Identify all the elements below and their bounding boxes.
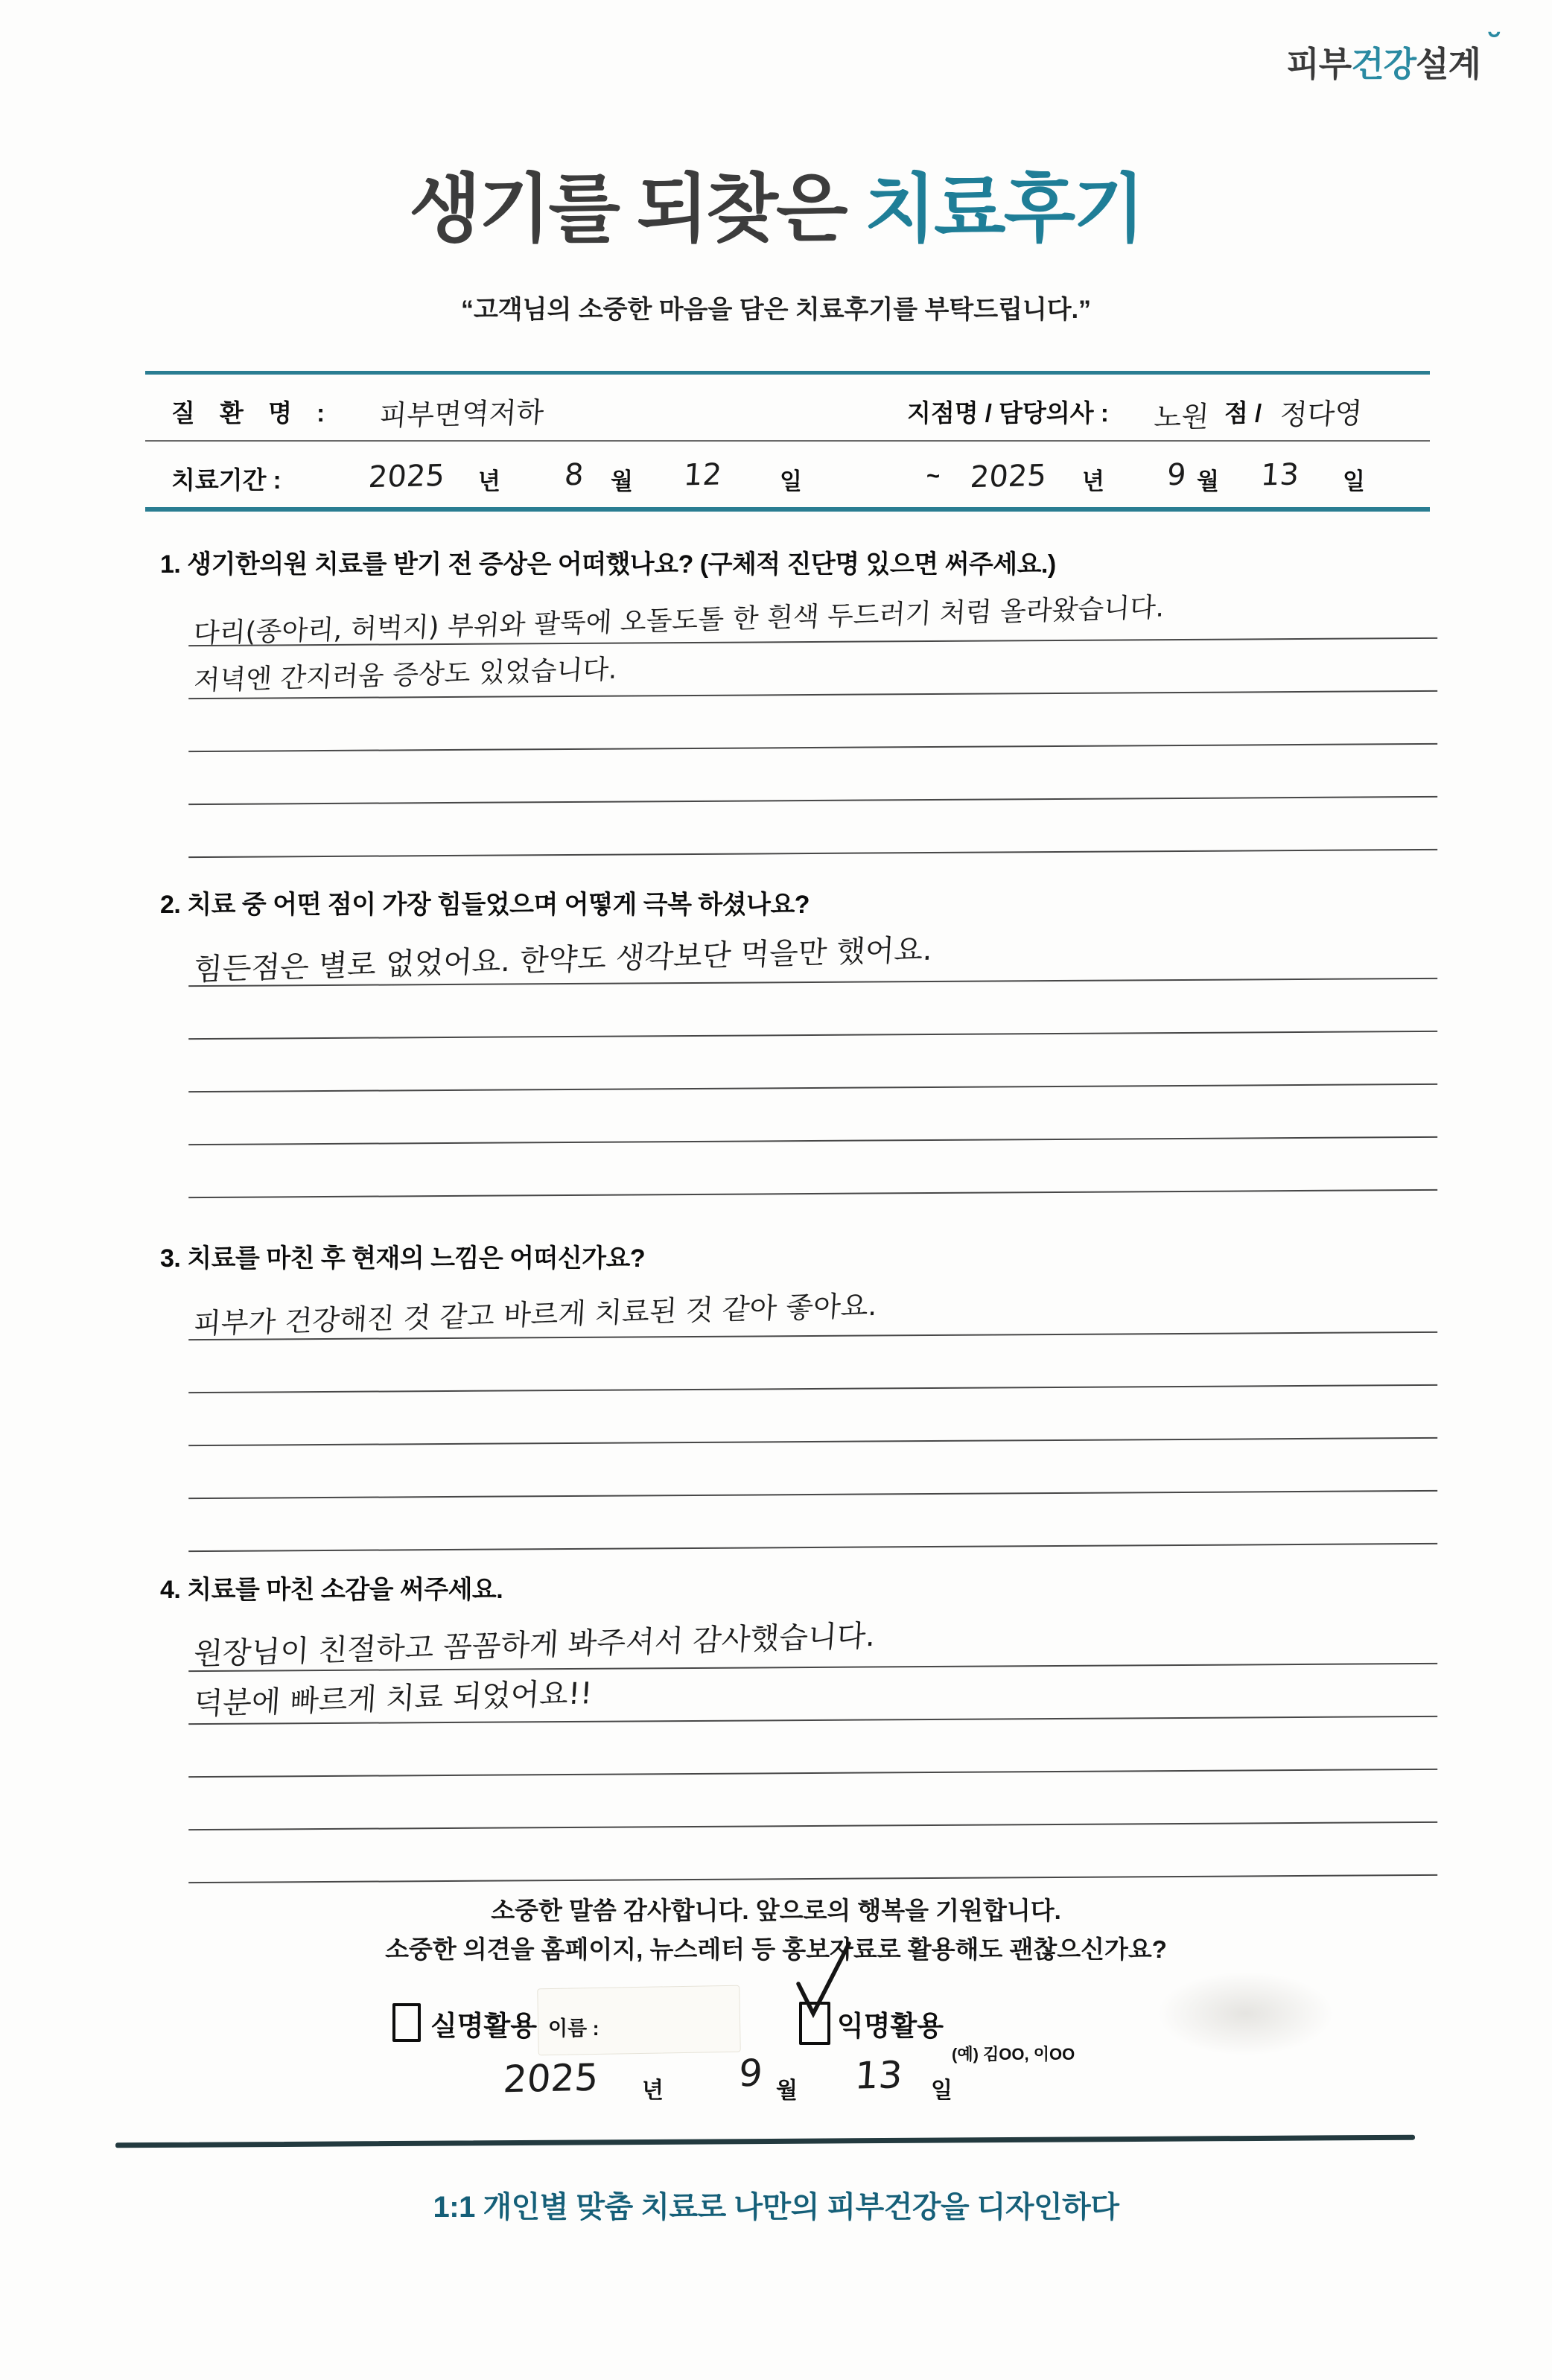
answer-line bbox=[188, 1386, 1437, 1446]
patient-info-table bbox=[145, 371, 1430, 512]
answer-2-text-1: 힘든점은 별로 없었어요. 한약도 생각보단 먹을만 했어요. bbox=[192, 932, 934, 987]
answer-line bbox=[188, 798, 1437, 858]
answer-line bbox=[188, 692, 1437, 752]
question-section-2 bbox=[160, 888, 1437, 1194]
period-start-day: 12 bbox=[682, 457, 723, 493]
anonymity-example: (예) 김OO, 이OO bbox=[952, 2045, 1075, 2064]
sign-date-month-unit: 월 bbox=[776, 2078, 798, 2103]
answer-line bbox=[188, 745, 1437, 805]
brand-breve-icon: ˘ bbox=[1489, 26, 1500, 65]
answer-line bbox=[188, 979, 1437, 1040]
period-end-month: 9 bbox=[1165, 457, 1188, 493]
period-start-month: 8 bbox=[563, 457, 585, 493]
page-subtitle: “고객님의 소중한 마음을 담은 치료후기를 부탁드립니다.” bbox=[460, 296, 1092, 324]
branch-suffix: 점 / bbox=[1224, 399, 1262, 427]
answer-line bbox=[188, 1664, 1437, 1725]
answer-line bbox=[188, 1717, 1437, 1778]
period-row bbox=[145, 442, 1430, 507]
closing-message bbox=[0, 1891, 1552, 1969]
answer-4-text-1: 원장님이 친절하고 꼼꼼하게 봐주셔서 감사했습니다. bbox=[192, 1618, 877, 1672]
scan-smudge bbox=[1158, 1972, 1333, 2055]
anonymous-label: 익명활용 bbox=[837, 2011, 944, 2041]
questions-area bbox=[160, 548, 1437, 1914]
period-year-unit-2: 년 bbox=[1082, 468, 1104, 494]
question-4-label: 4. 치료를 마친 소감을 써주세요. bbox=[160, 1576, 503, 1604]
answer-line bbox=[188, 1823, 1437, 1883]
answer-line bbox=[188, 1032, 1437, 1092]
question-section-3 bbox=[160, 1242, 1437, 1548]
real-name-label: 실명활용 bbox=[430, 2011, 537, 2041]
real-name-checkbox[interactable] bbox=[392, 2003, 421, 2042]
closing-line-2: 소중한 의견을 홈페이지, 뉴스레터 등 홍보자료로 활용해도 괜찮으신가요? bbox=[385, 1935, 1167, 1963]
answer-line bbox=[188, 639, 1437, 699]
question-2-label: 2. 치료 중 어떤 점이 가장 힘들었으며 어떻게 극복 하셨나요? bbox=[160, 891, 810, 919]
name-field-label: 이름 : bbox=[548, 2017, 600, 2040]
question-4-answers bbox=[188, 1615, 1437, 1880]
page-title-plain: 생기를 되찾은 bbox=[409, 168, 865, 251]
branch-value: 노원 bbox=[1153, 400, 1210, 434]
period-month-unit-2: 월 bbox=[1197, 468, 1219, 494]
answer-line bbox=[188, 1492, 1437, 1552]
question-section-4 bbox=[160, 1574, 1437, 1880]
footer-divider bbox=[115, 2135, 1415, 2148]
disease-row bbox=[145, 375, 1430, 442]
answer-line bbox=[188, 1770, 1437, 1830]
doctor-value: 정다영 bbox=[1279, 396, 1364, 432]
answer-line bbox=[188, 1611, 1437, 1672]
period-start-year: 2025 bbox=[367, 458, 446, 495]
sign-date-day-unit: 일 bbox=[931, 2078, 952, 2103]
brand-logo-part2: 건강 bbox=[1351, 45, 1416, 83]
sign-date-year: 2025 bbox=[501, 2055, 600, 2101]
sign-date-month: 9 bbox=[737, 2051, 764, 2096]
disease-label: 질 환 명 : bbox=[171, 399, 334, 427]
question-2-answers bbox=[188, 930, 1437, 1194]
period-month-unit-1: 월 bbox=[611, 468, 633, 494]
question-section-1 bbox=[160, 548, 1437, 854]
brand-logo-part3: 설계 bbox=[1416, 45, 1481, 83]
answer-line bbox=[188, 1280, 1437, 1340]
answer-3-text-1: 피부가 건강해진 것 같고 바르게 치료된 것 같아 좋아요. bbox=[192, 1288, 879, 1340]
period-end-day: 13 bbox=[1259, 457, 1300, 493]
period-day-unit-1: 일 bbox=[780, 468, 802, 494]
period-tilde: ~ bbox=[926, 462, 941, 489]
period-end-year: 2025 bbox=[969, 458, 1048, 495]
brand-logo bbox=[1286, 26, 1500, 86]
period-label: 치료기간 : bbox=[171, 466, 282, 494]
question-3-label: 3. 치료를 마친 후 현재의 느낌은 어떠신가요? bbox=[160, 1244, 646, 1273]
question-3-answers bbox=[188, 1284, 1437, 1548]
answer-line bbox=[188, 1439, 1437, 1499]
answer-4-text-2: 덕분에 빠르게 치료 되었어요!! bbox=[193, 1676, 594, 1722]
brand-logo-part1: 피부 bbox=[1286, 45, 1352, 83]
answer-1-text-1: 다리(종아리, 허벅지) 부위와 팔뚝에 오돌도톨 한 흰색 두드러기 처럼 올라왔습니다. bbox=[192, 592, 1165, 649]
branch-doctor-label: 지점명 / 담당의사 : bbox=[907, 399, 1109, 427]
question-1-answers bbox=[188, 590, 1437, 854]
answer-line bbox=[188, 586, 1437, 649]
page-title-accent: 치료후기 bbox=[864, 168, 1143, 251]
sign-date-day: 13 bbox=[853, 2053, 904, 2098]
answer-line bbox=[188, 1333, 1437, 1393]
answer-line bbox=[188, 1138, 1437, 1198]
question-1-label: 1. 생기한의원 치료를 받기 전 증상은 어떠했나요? (구체적 진단명 있으면 써주세요.) bbox=[160, 550, 1056, 579]
page-title bbox=[0, 149, 1552, 256]
period-year-unit-1: 년 bbox=[478, 468, 500, 494]
period-day-unit-2: 일 bbox=[1343, 468, 1365, 494]
answer-line bbox=[188, 926, 1437, 987]
disease-value: 피부면역저하 bbox=[378, 395, 545, 433]
answer-1-text-2: 저녁엔 간지러움 증상도 있었습니다. bbox=[193, 654, 618, 697]
sign-date-year-unit: 년 bbox=[642, 2078, 664, 2103]
footer-slogan: 1:1 개인별 맞춤 치료로 나만의 피부건강을 디자인하다 bbox=[433, 2191, 1119, 2224]
closing-line-1: 소중한 말씀 감사합니다. 앞으로의 행복을 기원합니다. bbox=[491, 1897, 1061, 1924]
answer-line bbox=[188, 1085, 1437, 1145]
